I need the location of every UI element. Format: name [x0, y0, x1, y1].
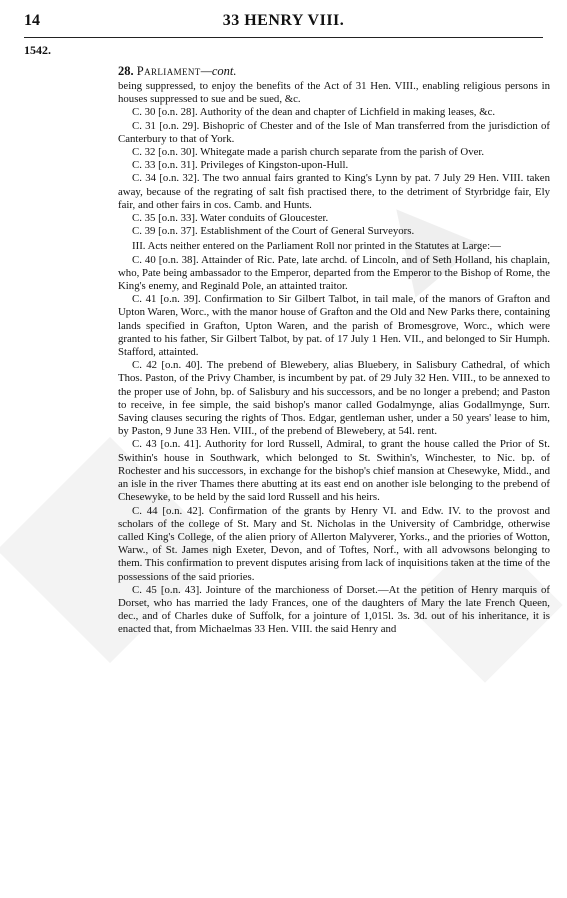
- paragraph: C. 32 [o.n. 30]. Whitegate made a parish church separate from the parish of Over.: [132, 146, 485, 159]
- paragraph: C. 31 [o.n. 29]. Bishopric of Chester and of the Isle of Man transferred from the jurisdiction of Canterbury to that of York.: [118, 119, 550, 145]
- paragraph: C. 35 [o.n. 33]. Water conduits of Gloucester.: [132, 212, 329, 225]
- paragraph: C. 33 [o.n. 31]. Privileges of Kingston-upon-Hull.: [132, 159, 349, 172]
- paragraph: C. 41 [o.n. 39]. Confirmation to Sir Gilbert Talbot, in tail male, of the manors of Grafton and Upton Waren, Worc., with the manor house of Grafton and the Old and New Parks there, containing lands specified in Grafton, Upton Waren, and the parish of Bromesgrove, Worc., which were granted to his father, Sir Gilbert Talbot, by pat. of 17 July 1 Hen. VII., and belonged to Sir Humph. Stafford, attainted.: [118, 293, 550, 359]
- paragraph: being suppressed, to enjoy the benefits of the Act of 31 Hen. VIII., enabling religious persons in houses suppressed to sue and be sued, &c.: [118, 80, 550, 106]
- section-number: 28.: [118, 64, 134, 78]
- page-header: [24, 12, 543, 34]
- paragraph: C. 39 [o.n. 37]. Establishment of the Court of General Surveyors.: [132, 225, 415, 238]
- paragraph: C. 40 [o.n. 38]. Attainder of Ric. Pate, late archd. of Lincoln, and of Seth Holland, his chaplain, who, Pate being ambassador to the Emperor, departed from the Emperor to the Bishop of Rome, the King's enemy, and Reginald Pole, an attainted traitor.: [118, 253, 550, 293]
- section-suffix: —cont.: [200, 64, 237, 78]
- paragraph: C. 45 [o.n. 43]. Jointure of the marchioness of Dorset.—At the petition of Henry marquis of Dorset, who has married the lady Frances, one of the daughters of Mary the late French Queen, dec., and of Charles duke of Suffolk, for a jointure of 1,015l. 3s. 3d. out of his inheritance, it is enacted that, from Michaelmas 33 Hen. VIII. the said Henry and: [118, 583, 550, 636]
- running-head: 33 HENRY VIII.: [222, 12, 345, 29]
- page-number: 14: [24, 12, 40, 29]
- paragraph: C. 34 [o.n. 32]. The two annual fairs granted to King's Lynn by pat. 7 July 29 Hen. VIII. taken away, because of the regrating of salt fish practised there, to the detriment of Styrbridge fair, Ely fair, and other fairs in cos. Camb. and Hunts.: [118, 172, 550, 211]
- paragraph: III. Acts neither entered on the Parliament Roll nor printed in the Statutes at Large:—: [132, 240, 501, 253]
- paragraph: C. 44 [o.n. 42]. Confirmation of the grants by Henry VI. and Edw. IV. to the provost and scholars of the college of St. Mary and St. Nicholas in the University of Cambridge, otherwise called King's College, of the alien priory of Allerton Malyverer, Yorks., and the priories of Wotton, Warw., of St. James nigh Exeter, Devon, and of Toftes, Norf., with all advowsons belonging to them. This confirmation to prevent disputes arising from lack of inquisitions taken at the time of the possessions of the said priories.: [118, 504, 550, 583]
- paragraph: C. 43 [o.n. 41]. Authority for lord Russell, Admiral, to grant the house called the Prior of St. Swithin's house in Southwark, which belonged to St. Swithin's, Winchester, to Nic. bp. of Rochester and his successors, in exchange for the bishop's chief mansion at Chesewyke, Midd., and an isle in the river Thames there abutting at its east end on another isle belonging to the prebend of Chesewyke, to be held by the said lord Russell and his heirs.: [118, 438, 550, 504]
- section-title: Parliament: [136, 64, 201, 78]
- header-rule: [24, 37, 543, 38]
- margin-year: 1542.: [24, 43, 51, 57]
- paragraph: C. 30 [o.n. 28]. Authority of the dean and chapter of Lichfield in making leases, &c.: [132, 106, 496, 119]
- section-heading: [118, 64, 236, 79]
- body-text: [118, 80, 550, 637]
- paragraph: C. 42 [o.n. 40]. The prebend of Blewebery, alias Bluebery, in Salisbury Cathedral, of which Thos. Paston, of the Privy Chamber, is incumbent by pat. of 29 July 32 Hen. VIII., to be annexed to the proper use of John, bp. of Salisbury and his successors, and be no longer a prebend; and Paston to receive, in fee simple, the said bishop's manor called Godalmynge, alias Godallmynge, Surr. Saving clauses securing the rights of Thos. Edgar, gentleman usher, under a 50 years' lease to him, by Paston, 9 June 33 Hen. VIII., of the prebend of Blewebery, at 54l. rent.: [118, 359, 550, 438]
